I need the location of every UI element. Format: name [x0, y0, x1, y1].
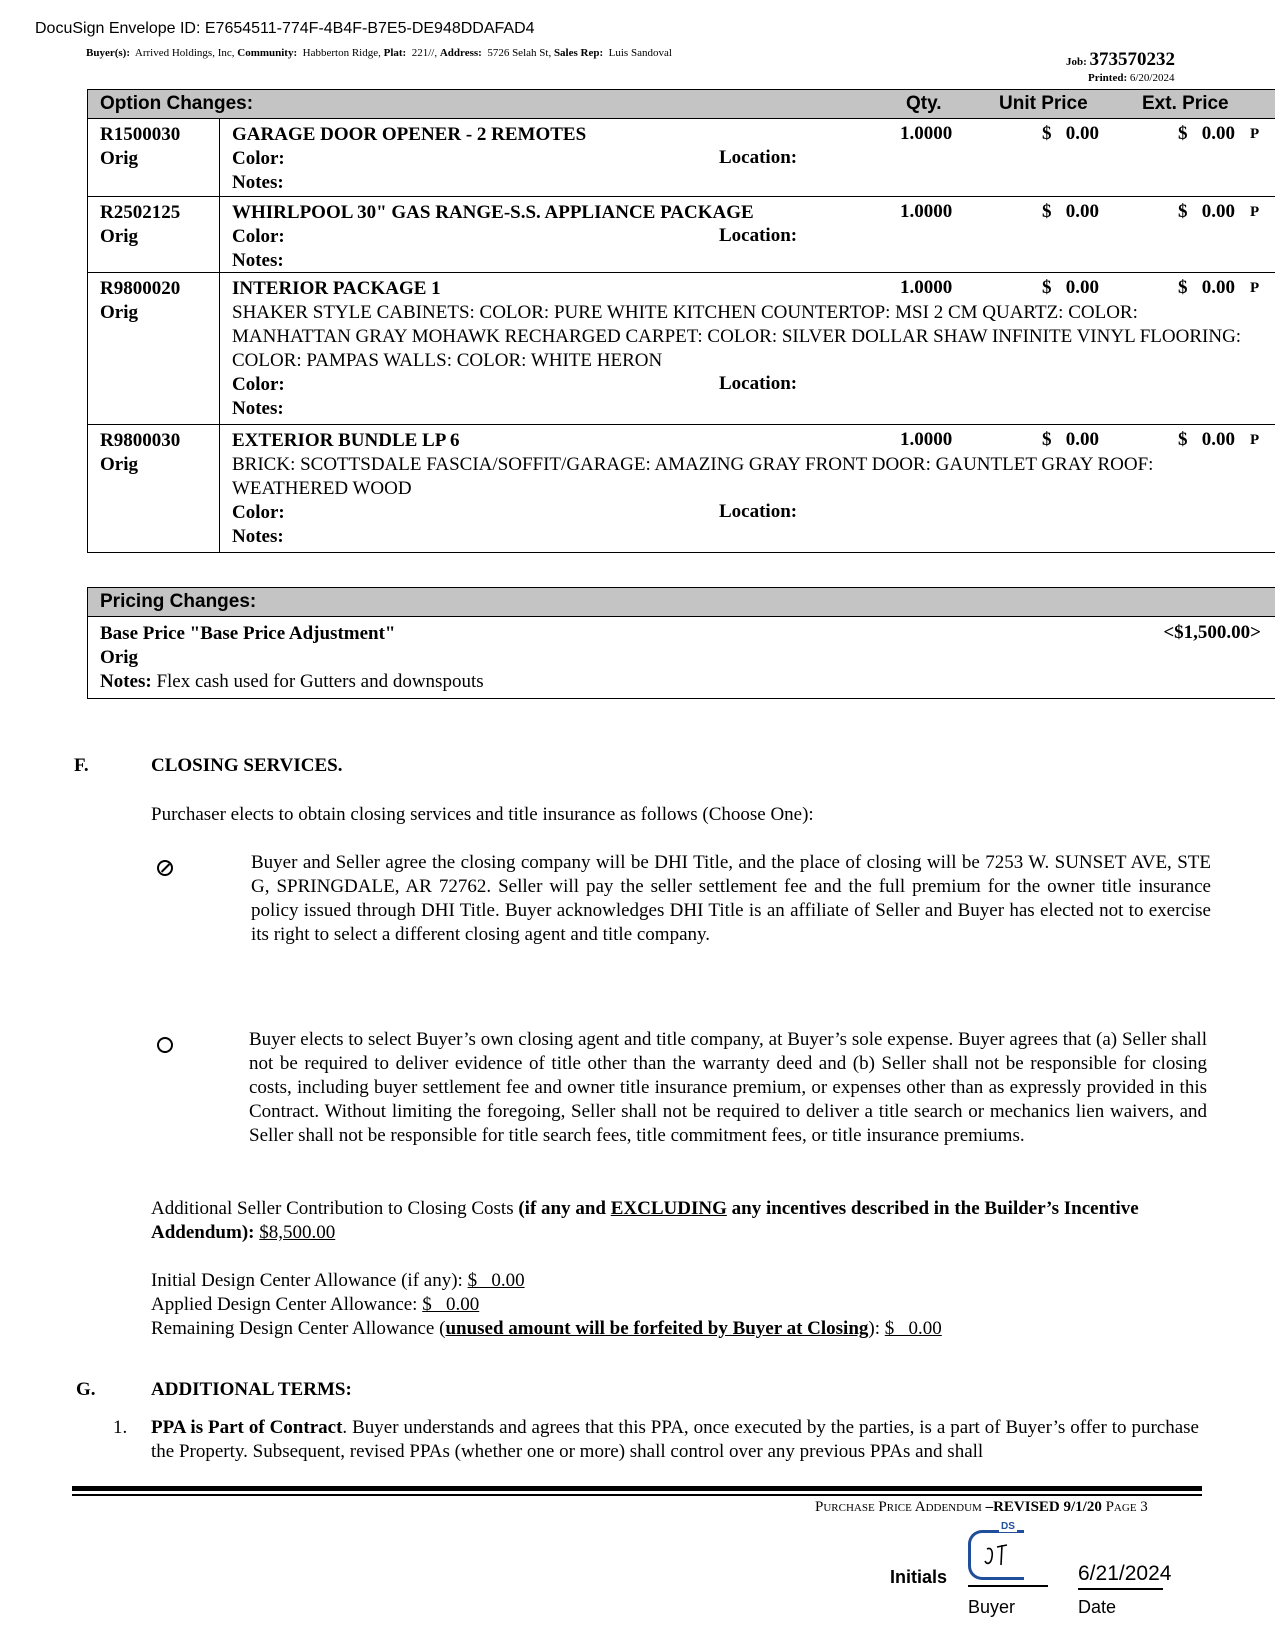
- option-flag: P: [1250, 126, 1260, 142]
- initials-label: Initials: [890, 1567, 948, 1587]
- option-code: R9800020 Orig: [100, 278, 181, 323]
- option-flag: P: [1250, 432, 1260, 448]
- pricing-item: Base Price "Base Price Adjustment": [100, 623, 396, 644]
- closing-option-own-radio[interactable]: [157, 1037, 173, 1053]
- option-unit-price: $ 0.00: [1042, 123, 1099, 144]
- buyers-label: Buyer(s):: [86, 47, 130, 59]
- job-number: [1066, 49, 1175, 71]
- remaining-allowance-bold: unused amount will be forfeited by Buyer at Closing: [445, 1318, 869, 1339]
- footer-page: Page 3: [1105, 1499, 1148, 1515]
- option-body: [232, 277, 1255, 421]
- option-name: WHIRLPOOL 30" GAS RANGE-S.S. APPLIANCE PACKAGE: [232, 202, 754, 223]
- option-name: EXTERIOR BUNDLE LP 6: [232, 430, 460, 451]
- notes-label: Notes:: [232, 250, 284, 271]
- footer-rule-thin: [72, 1494, 1202, 1496]
- remaining-allowance-suffix: ):: [868, 1318, 881, 1339]
- option-code: R2502125 Orig: [100, 202, 181, 247]
- remaining-allowance-value: $ 0.00: [884, 1318, 942, 1339]
- option-row: [88, 425, 1275, 552]
- pricing-content: [100, 622, 484, 694]
- community-label: Community:: [237, 47, 298, 59]
- pricing-changes-table: [87, 587, 1275, 699]
- option-changes-header: [88, 90, 1275, 119]
- option-name: INTERIOR PACKAGE 1: [232, 278, 441, 299]
- option-status: Orig: [100, 454, 138, 475]
- option-qty: 1.0000: [900, 201, 953, 222]
- sales-rep-value: Luis Sandoval: [608, 47, 672, 59]
- option-ext-price: $ 0.00: [1178, 201, 1235, 222]
- option-description: BRICK: SCOTTSDALE FASCIA/SOFFIT/GARAGE: AMAZING GRAY FRONT DOOR: GAUNTLET GRAY ROOF: WEATHERED WOOD: [232, 454, 1154, 499]
- address-value: 5726 Selah St: [487, 47, 549, 59]
- pricing-changes-header: [88, 588, 1275, 617]
- pricing-notes-label: Notes:: [100, 671, 152, 692]
- section-f-title: CLOSING SERVICES.: [151, 755, 343, 776]
- initials-line: [968, 1585, 1048, 1587]
- option-unit-price: $ 0.00: [1042, 277, 1099, 298]
- option-status: Orig: [100, 302, 138, 323]
- option-flag: P: [1250, 204, 1260, 220]
- contrib-prefix: Additional Seller Contribution to Closing Costs: [151, 1198, 514, 1219]
- buyer-label: Buyer: [968, 1597, 1016, 1617]
- ds-label: DS: [1001, 1521, 1015, 1532]
- option-ext-price: $ 0.00: [1178, 429, 1235, 450]
- color-label: Color:: [232, 226, 285, 247]
- printed-value: 6/20/2024: [1129, 72, 1175, 84]
- location-label: Location:: [719, 225, 798, 246]
- option-qty: 1.0000: [900, 123, 953, 144]
- printed-date: [1088, 72, 1174, 84]
- docusign-initials-box[interactable]: [968, 1521, 1024, 1580]
- contrib-value: $8,500.00: [259, 1222, 336, 1243]
- date-label: Date: [1078, 1597, 1117, 1617]
- section-f-intro: Purchaser elects to obtain closing services and title insurance as follows (Choose One):: [151, 804, 814, 825]
- col-ext-price: Ext. Price: [1142, 93, 1229, 114]
- applied-allowance-label: Applied Design Center Allowance:: [151, 1294, 418, 1315]
- option-unit-price: $ 0.00: [1042, 201, 1099, 222]
- footer-doc-name: Purchase Price Addendum: [815, 1499, 982, 1515]
- option-description: SHAKER STYLE CABINETS: COLOR: PURE WHITE KITCHEN COUNTERTOP: MSI 2 CM QUARTZ: COLOR: MANHATTAN GRAY MOHAWK RECHARGED CARPET: COLOR: SILVER DOLLAR SHAW INFINITE VINYL FLOORING: COLOR: PAMPAS WALLS: COLOR: WHITE HERON: [232, 302, 1242, 371]
- initials-signature-icon: [977, 1537, 1027, 1577]
- color-label: Color:: [232, 148, 285, 169]
- job-value: 373570232: [1089, 49, 1176, 70]
- printed-label: Printed:: [1088, 72, 1128, 84]
- col-unit-price: Unit Price: [999, 93, 1088, 114]
- option-row: [88, 197, 1275, 273]
- location-label: Location:: [719, 147, 798, 168]
- option-row: [88, 119, 1275, 197]
- contrib-excluding: EXCLUDING: [610, 1198, 727, 1219]
- signed-date: 6/21/2024: [1078, 1562, 1172, 1585]
- location-label: Location:: [719, 501, 798, 522]
- initial-allowance-value: $ 0.00: [467, 1270, 525, 1291]
- section-g-letter: G.: [76, 1379, 96, 1400]
- pricing-changes-title: Pricing Changes:: [100, 591, 257, 612]
- option-ext-price: $ 0.00: [1178, 123, 1235, 144]
- item1-paragraph: [151, 1416, 1199, 1464]
- closing-option-dhi-radio[interactable]: [157, 860, 173, 876]
- closing-option-own-text: Buyer elects to select Buyer’s own closing agent and title company, at Buyer’s sole expense. Buyer agrees that (a) Seller shall not be required to deliver evidence of title other than the warranty deed and (b) Seller shall not be responsible for closing costs, including buyer settlement fee and owner title insurance premium, or expenses other than as expressly provided in this Contract. Without limiting the foregoing, Seller shall not be required to deliver a title search or mechanics lien waivers, and Seller shall not be responsible for title search fees, title commitment fees, or title insurance premiums.: [249, 1029, 1207, 1146]
- option-name: GARAGE DOOR OPENER - 2 REMOTES: [232, 124, 587, 145]
- option-ext-price: $ 0.00: [1178, 277, 1235, 298]
- option-code: R1500030 Orig: [100, 124, 181, 169]
- option-qty: 1.0000: [900, 429, 953, 450]
- footer-doc-label: [815, 1499, 1148, 1516]
- buyers-value: Arrived Holdings, Inc: [134, 47, 232, 59]
- community-value: Habberton Ridge: [302, 47, 379, 59]
- option-changes-table: [87, 89, 1275, 553]
- contrib-bold1: (if any and: [518, 1198, 606, 1219]
- pricing-amount: <$1,500.00>: [1163, 622, 1261, 643]
- option-qty: 1.0000: [900, 277, 953, 298]
- plat-value: 221//: [411, 47, 435, 59]
- design-center-allowances: [151, 1269, 942, 1341]
- location-label: Location:: [719, 373, 798, 394]
- seller-contribution: [151, 1197, 1151, 1245]
- contrib-bold2: any incentives described in the Builder’s Incentive Addendum):: [151, 1198, 1139, 1243]
- item1-title: PPA is Part of Contract: [151, 1417, 343, 1438]
- item1-text: . Buyer understands and agrees that this PPA, once executed by the parties, is a part of Buyer’s offer to purchase the Property. Subsequent, revised PPAs (whether one or more) shall control over any previous PPAs and shall: [151, 1417, 1199, 1462]
- option-flag: P: [1250, 280, 1260, 296]
- sales-rep-label: Sales Rep:: [553, 47, 604, 59]
- option-unit-price: $ 0.00: [1042, 429, 1099, 450]
- notes-label: Notes:: [232, 398, 284, 419]
- color-label: Color:: [232, 502, 285, 523]
- section-g-title: ADDITIONAL TERMS:: [151, 1379, 352, 1400]
- initial-allowance-label: Initial Design Center Allowance (if any):: [151, 1270, 463, 1291]
- buyer-info-line: Buyer(s): Arrived Holdings, Inc, Community: Habberton Ridge, Plat: 221//, Address: 5726 Selah St, Sales Rep: Luis Sandoval: [86, 47, 672, 59]
- job-label: Job:: [1066, 56, 1087, 68]
- item1-number: 1.: [113, 1417, 128, 1438]
- remaining-allowance-label: Remaining Design Center Allowance (: [151, 1318, 446, 1339]
- section-f-letter: F.: [74, 755, 89, 776]
- notes-label: Notes:: [232, 526, 284, 547]
- option-status: Orig: [100, 148, 138, 169]
- notes-label: Notes:: [232, 172, 284, 193]
- footer-revised: –REVISED 9/1/20: [985, 1499, 1102, 1515]
- color-label: Color:: [232, 374, 285, 395]
- plat-label: Plat:: [383, 47, 407, 59]
- applied-allowance-value: $ 0.00: [422, 1294, 480, 1315]
- option-changes-title: Option Changes:: [100, 93, 254, 114]
- option-status: Orig: [100, 226, 138, 247]
- footer-rule-thick: [72, 1486, 1202, 1491]
- address-label: Address:: [439, 47, 482, 59]
- option-row: [88, 273, 1275, 425]
- closing-option-dhi-text: Buyer and Seller agree the closing company will be DHI Title, and the place of closing will be 7253 W. SUNSET AVE, STE G, SPRINGDALE, AR 72762. Seller will pay the seller settlement fee and the full premium for the owner title insurance policy issued through DHI Title. Buyer acknowledges DHI Title is an affiliate of Seller and Buyer has elected not to exercise its right to select a different closing agent and title company.: [251, 852, 1211, 945]
- col-qty: Qty.: [906, 93, 942, 114]
- envelope-id: DocuSign Envelope ID: E7654511-774F-4B4F-B7E5-DE948DDAFAD4: [35, 20, 535, 37]
- pricing-status: Orig: [100, 647, 138, 668]
- option-code: R9800030 Orig: [100, 430, 181, 475]
- pricing-notes-value: Flex cash used for Gutters and downspouts: [156, 671, 484, 692]
- option-body: [232, 429, 1255, 549]
- date-line: [1078, 1588, 1163, 1590]
